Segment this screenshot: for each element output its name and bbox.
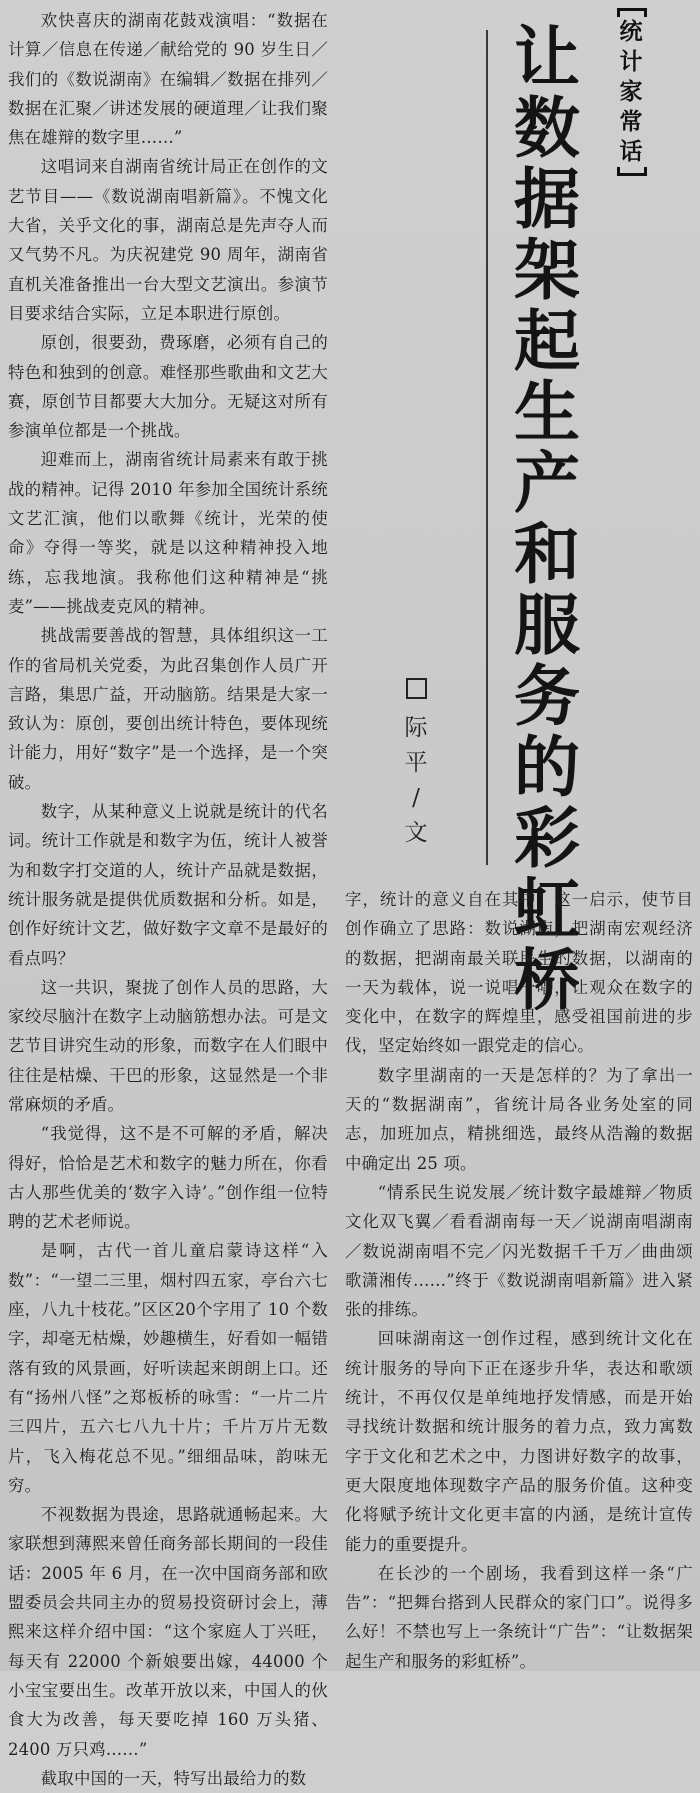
column-label-char: 家 bbox=[619, 79, 643, 105]
headline-char: 服 bbox=[514, 587, 580, 664]
headline-char: 桥 bbox=[514, 942, 580, 1019]
byline-author bbox=[402, 711, 430, 781]
article-body-left-column bbox=[8, 6, 328, 1793]
headline-char: 的 bbox=[514, 729, 580, 806]
column-label-char: 话 bbox=[619, 139, 643, 165]
headline-char: 数 bbox=[514, 90, 580, 167]
byline bbox=[402, 678, 430, 851]
headline-char: 产 bbox=[514, 445, 580, 522]
column-label bbox=[617, 8, 645, 176]
headline-char: 虹 bbox=[514, 871, 580, 948]
paragraph: 字，统计的意义自在其中。这一启示，使节目创作确立了思路：数说湖南，把湖南宏观经济的数据，把湖南最关联民生的数据，以湖南的一天为载体，说一说唱一唱，让观众在数字的变化中，在数字的辉煌里，感受祖国前进的步伐，坚定始终如一跟党走的信心。 bbox=[345, 890, 693, 1056]
bracket-top bbox=[617, 8, 647, 17]
paragraph: 这唱词来自湖南省统计局正在创作的文艺节目——《数说湖南唱新篇》。不愧文化大省，关乎文化的事，湖南总是先声夺人而又气势不凡。为庆祝建党 90 周年，湖南省直机关准备推出一台大型文艺演出。参演节目要求结合实际，立足本职进行原创。 bbox=[8, 157, 328, 323]
headline-char: 生 bbox=[514, 374, 580, 451]
paragraph: “我觉得，这不是不可解的矛盾，解决得好，恰恰是艺术和数字的魅力所在，你看古人那些优美的‘数字入诗’。”创作组一位特聘的艺术老师说。 bbox=[8, 1124, 328, 1232]
column-label-char: 计 bbox=[619, 49, 643, 75]
paragraph: 原创，很要劲，费琢磨，必须有自己的特色和独到的创意。难怪那些歌曲和文艺大赛，原创节目都要大大加分。无疑这对所有参演单位都是一个挑战。 bbox=[8, 333, 328, 441]
bracket-bottom bbox=[617, 167, 647, 176]
byline-author-char: 平 bbox=[404, 750, 428, 776]
column-label-text bbox=[617, 17, 645, 167]
byline-author-char: 际 bbox=[404, 715, 428, 741]
paragraph: 数字，从某种意义上说就是统计的代名词。统计工作就是和数字为伍，统计人被誉为和数字打交道的人，统计产品就是数据，统计服务就是提供优质数据和分析。如是，创作好统计文艺，做好数字文章不是最好的看点吗？ bbox=[8, 802, 328, 968]
paragraph: 不视数据为畏途，思路就通畅起来。大家联想到薄熙来曾任商务部长期间的一段佳话：2005 年 6 月，在一次中国商务部和欧盟委员会共同主办的贸易投资研讨会上，薄熙来这样介绍中国：“这个家庭人丁兴旺，每天有 22000 个新娘要出嫁，44000 个小宝宝要出生。改革开放以来，中国人的伙食大为改善，每天要吃掉 160 万头猪、2400 万只鸡……” bbox=[8, 1505, 328, 1759]
paragraph: 挑战需要善战的智慧，具体组织这一工作的省局机关党委，为此召集创作人员广开言路，集思广益，开动脑筋。结果是大家一致认为：原创，要创出统计特色，要体现统计能力，用好“数字”是一个选择，是一个突破。 bbox=[8, 626, 328, 792]
paragraph: 欢快喜庆的湖南花鼓戏演唱：“数据在计算／信息在传递／献给党的 90 岁生日／我们的《数说湖南》在编辑／数据在排列／数据在汇聚／讲述发展的硬道理／让我们聚焦在雄辩的数字里……” bbox=[8, 11, 328, 148]
headline-char: 架 bbox=[514, 232, 580, 309]
headline-char: 和 bbox=[514, 516, 580, 593]
paragraph: 迎难而上，湖南省统计局素来有敢于挑战的精神。记得 2010 年参加全国统计系统文艺汇演，他们以歌舞《统计，光荣的使命》夺得一等奖，就是以这种精神投入地练，忘我地演。我称他们这种精神是“挑麦”——挑战麦克风的精神。 bbox=[8, 450, 328, 616]
paragraph: 数字里湖南的一天是怎样的？为了拿出一天的“数据湖南”，省统计局各业务处室的同志，加班加点，精挑细选，最终从浩瀚的数据中确定出 25 项。 bbox=[345, 1065, 693, 1173]
byline-separator: / bbox=[412, 785, 420, 811]
column-label-char: 统 bbox=[619, 19, 643, 45]
column-divider-rule bbox=[486, 30, 488, 865]
headline bbox=[506, 19, 588, 1019]
headline-char: 彩 bbox=[514, 800, 580, 877]
headline-char: 起 bbox=[514, 303, 580, 380]
headline-char: 务 bbox=[514, 658, 580, 735]
byline-box-marker bbox=[406, 678, 427, 699]
byline-suffix: 文 bbox=[404, 820, 428, 846]
paragraph: 回味湖南这一创作过程，感到统计文化在统计服务的导向下正在逐步升华，表达和歌颂统计，不再仅仅是单纯地抒发情感，而是开始寻找统计数据和统计服务的着力点，致力寓数字于文化和艺术之中，力图讲好数字的故事，更大限度地体现数字产品的服务价值。这种变化将赋予统计文化更丰富的内涵，是统计宣传能力的重要提升。 bbox=[345, 1329, 693, 1554]
headline-char: 让 bbox=[514, 19, 580, 96]
paragraph: 这一共识，聚拢了创作人员的思路，大家绞尽脑汁在数字上动脑筋想办法。可是文艺节目讲究生动的形象，而数字在人们眼中往往是枯燥、干巴的形象，这显然是一个非常麻烦的矛盾。 bbox=[8, 977, 328, 1114]
paragraph: 在长沙的一个剧场，我看到这样一条“广告”：“把舞台搭到人民群众的家门口”。说得多么好！不禁也写上一条统计“广告”：“让数据架起生产和服务的彩虹桥”。 bbox=[345, 1563, 693, 1671]
paragraph: 截取中国的一天，特写出最给力的数 bbox=[40, 1768, 307, 1788]
column-label-char: 常 bbox=[619, 109, 643, 135]
article-body-right-column bbox=[345, 885, 693, 1676]
headline-char: 据 bbox=[514, 161, 580, 238]
paragraph: 是啊，古代一首儿童启蒙诗这样“入数”：“一望二三里，烟村四五家，亭台六七座，八九十枝花。”区区20个字用了 10 个数字，却毫无枯燥，妙趣横生，好看如一幅错落有致的风景画，好听读起来朗朗上口。还有“扬州八怪”之郑板桥的咏雪：“一片二片三四片，五六七八九十片；千片万片无数片，飞入梅花总不见。”细细品味，韵味无穷。 bbox=[8, 1241, 328, 1495]
paragraph: “情系民生说发展／统计数字最雄辩／物质文化双飞翼／看看湖南每一天／说湖南唱湖南／数说湖南唱不完／闪光数据千千万／曲曲颂歌潇湘传……”终于《数说湖南唱新篇》进入紧张的排练。 bbox=[345, 1182, 693, 1320]
